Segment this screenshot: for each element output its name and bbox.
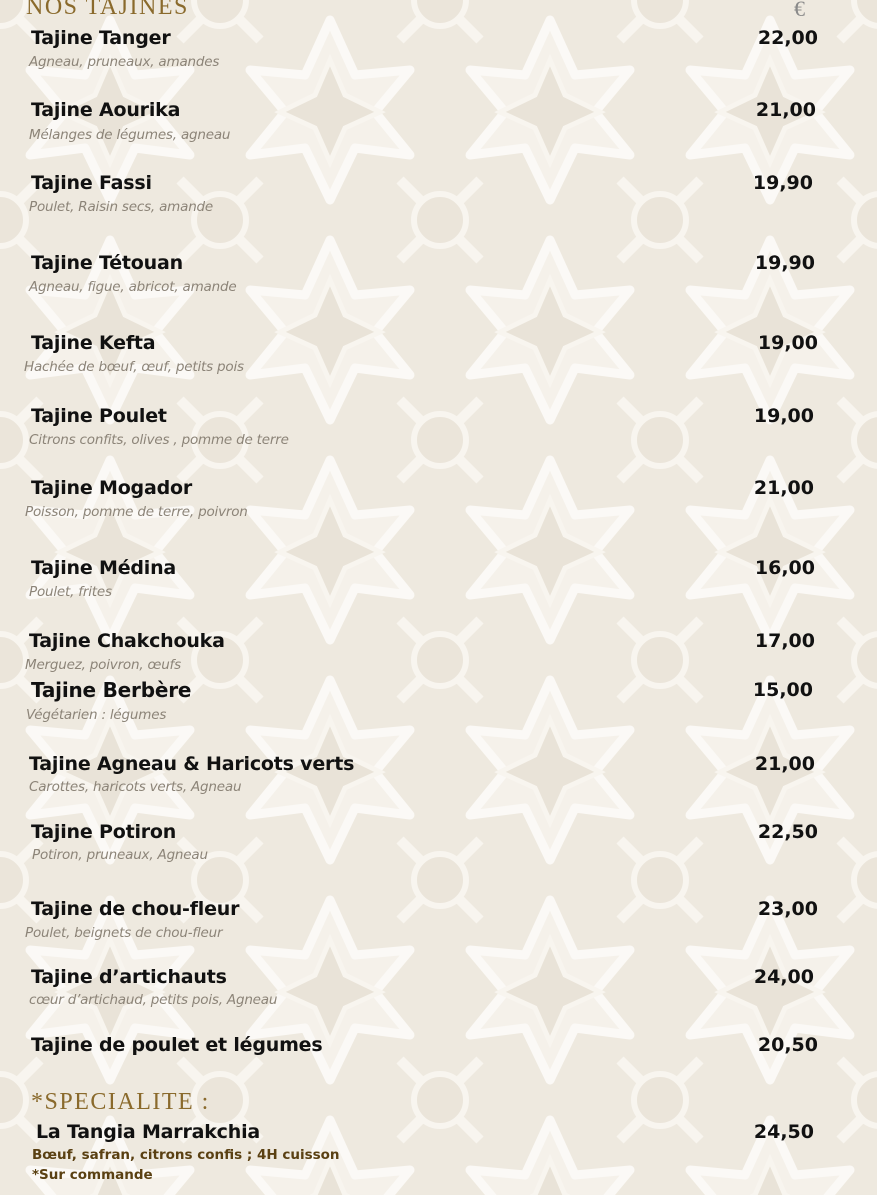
item-description: Mélanges de légumes, agneau	[29, 127, 231, 143]
item-price: 21,00	[754, 753, 815, 775]
item-description: Végétarien : légumes	[26, 707, 167, 723]
item-name: Tajine Chakchouka	[29, 630, 225, 652]
item-description: Carottes, haricots verts, Agneau	[29, 779, 242, 795]
item-name: Tajine Agneau & Haricots verts	[29, 753, 355, 775]
item-price: 21,00	[755, 99, 816, 121]
item-price: 19,90	[754, 252, 815, 274]
item-description: Agneau, pruneaux, amandes	[29, 54, 220, 70]
item-name: Tajine Poulet	[31, 405, 167, 427]
item-name: Tajine de chou-fleur	[31, 898, 240, 920]
item-name: Tajine Fassi	[31, 172, 152, 194]
item-price: 19,00	[757, 332, 818, 354]
item-price: 21,00	[753, 477, 814, 499]
item-name: Tajine d’artichauts	[31, 966, 227, 988]
item-price: 24,00	[753, 966, 814, 988]
item-price: 19,90	[752, 172, 813, 194]
item-name: Tajine Kefta	[31, 332, 156, 354]
item-description: cœur d’artichaud, petits pois, Agneau	[29, 992, 278, 1008]
item-description: Poulet, beignets de chou-fleur	[25, 925, 223, 941]
specialite-note: *Sur commande	[32, 1167, 153, 1183]
specialite-details: Bœuf, safran, citrons confis ; 4H cuisson	[32, 1147, 340, 1163]
item-name: Tajine Potiron	[31, 821, 177, 843]
item-name: Tajine Médina	[31, 557, 177, 579]
item-price: 23,00	[757, 898, 818, 920]
section-title: NOS TAJINES	[26, 0, 189, 20]
item-price: 15,00	[752, 679, 813, 701]
item-price: 22,50	[757, 821, 818, 843]
specialite-title: *SPECIALITE :	[31, 1089, 210, 1115]
item-name: Tajine Tétouan	[31, 252, 183, 274]
item-name: Tajine Aourika	[31, 99, 181, 121]
item-description: Hachée de bœuf, œuf, petits pois	[24, 359, 244, 375]
item-description: Poisson, pomme de terre, poivron	[25, 504, 248, 520]
item-description: Agneau, figue, abricot, amande	[29, 279, 237, 295]
specialite-price: 24,50	[753, 1121, 814, 1143]
item-price: 22,00	[757, 27, 818, 49]
item-name: Tajine Tanger	[31, 27, 171, 49]
item-description: Potiron, pruneaux, Agneau	[32, 847, 208, 863]
item-price: 17,00	[754, 630, 815, 652]
specialite-name: La Tangia Marrakchia	[36, 1121, 261, 1143]
item-name: Tajine Berbère	[31, 678, 192, 702]
item-price: 20,50	[757, 1034, 818, 1056]
item-price: 16,00	[754, 557, 815, 579]
item-description: Poulet, frites	[29, 584, 112, 600]
currency-symbol: €	[794, 0, 805, 21]
item-description: Merguez, poivron, œufs	[25, 657, 181, 673]
item-name: Tajine Mogador	[31, 477, 192, 499]
item-name: Tajine de poulet et légumes	[31, 1034, 323, 1056]
item-description: Citrons confits, olives , pomme de terre	[29, 432, 289, 448]
item-description: Poulet, Raisin secs, amande	[29, 199, 214, 215]
item-price: 19,00	[753, 405, 814, 427]
